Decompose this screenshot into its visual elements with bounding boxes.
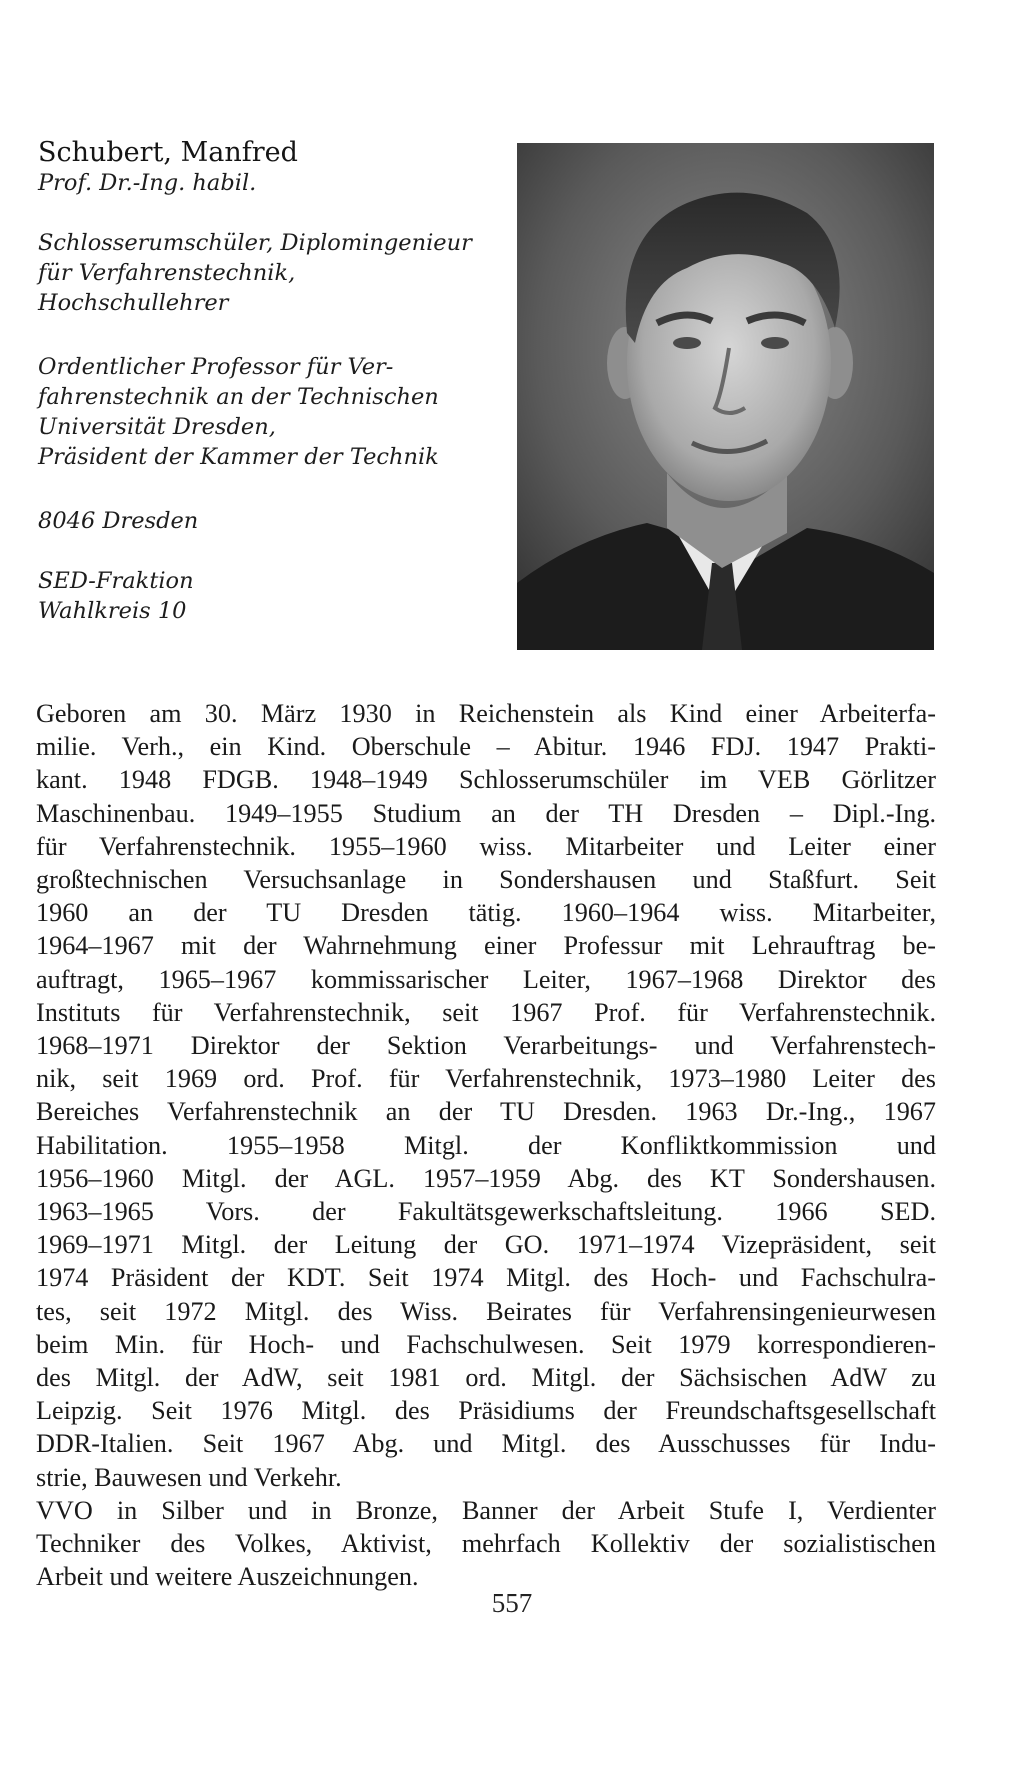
biography-line: 1963–1965 Vors. der Fakultätsgewerkschaftsleitung. 1966 SED. [36, 1197, 936, 1227]
biography-line: Geboren am 30. März 1930 in Reichenstein als Kind einer Arbeiterfa- [36, 699, 936, 728]
biography-line: 1969–1971 Mitgl. der Leitung der GO. 1971–1974 Vizepräsident, seit [36, 1230, 936, 1260]
biography-line: strie, Bauwesen und Verkehr. [36, 1462, 342, 1492]
biography-line: Maschinenbau. 1949–1955 Studium an der TH Dresden – Dipl.-Ing. [36, 798, 936, 828]
biography-line: 1974 Präsident der KDT. Seit 1974 Mitgl. des Hoch- und Fachschulra- [36, 1263, 936, 1293]
biography-line: 1968–1971 Direktor der Sektion Verarbeitungs- und Verfahrenstech- [36, 1031, 936, 1061]
biography-line: DDR-Italien. Seit 1967 Abg. und Mitgl. des Ausschusses für Indu- [36, 1429, 936, 1459]
portrait-photo [517, 143, 934, 650]
occupation-line: Schlosserumschüler, Diplomingenieur [38, 230, 472, 256]
biography-line: nik, seit 1969 ord. Prof. für Verfahrenstechnik, 1973–1980 Leiter des [36, 1064, 936, 1094]
position-line: Universität Dresden, [38, 414, 276, 440]
biography-line: 1964–1967 mit der Wahrnehmung einer Professur mit Lehrauftrag be- [36, 931, 936, 961]
biography-line: Habilitation. 1955–1958 Mitgl. der Konfliktkommission und [36, 1130, 936, 1160]
position-line: Ordentlicher Professor für Ver- [38, 354, 394, 380]
position-line: fahrenstechnik an der Technischen [38, 384, 439, 410]
biography-line: tes, seit 1972 Mitgl. des Wiss. Beirates für Verfahrensingenieurwesen [36, 1296, 936, 1326]
person-name: Schubert, Manfred [38, 137, 298, 168]
biography-line: für Verfahrenstechnik. 1955–1960 wiss. Mitarbeiter und Leiter einer [36, 831, 936, 861]
position-block [38, 352, 478, 472]
occupation-line: für Verfahrenstechnik, [38, 260, 296, 286]
faction-block [38, 566, 478, 626]
address: 8046 Dresden [38, 508, 199, 534]
page-number: 557 [491, 1588, 533, 1618]
faction: SED-Fraktion [38, 568, 194, 594]
constituency: Wahlkreis 10 [38, 598, 187, 624]
academic-title: Prof. Dr.-Ing. habil. [38, 170, 257, 196]
biography-line: des Mitgl. der AdW, seit 1981 ord. Mitgl. der Sächsischen AdW zu [36, 1363, 936, 1393]
awards-line: Techniker des Volkes, Aktivist, mehrfach Kollektiv der sozialistischen [36, 1529, 936, 1559]
biography-line: Instituts für Verfahrenstechnik, seit 1967 Prof. für Verfahrenstechnik. [36, 997, 936, 1027]
biography-line: 1956–1960 Mitgl. der AGL. 1957–1959 Abg. des KT Sondershausen. [36, 1163, 936, 1193]
awards-line: Arbeit und weitere Auszeichnungen. [36, 1562, 419, 1592]
address-block [38, 506, 478, 536]
occupation-line: Hochschullehrer [38, 290, 229, 316]
biography [36, 697, 936, 1593]
awards-line: VVO in Silber und in Bronze, Banner der Arbeit Stufe I, Verdienter [36, 1495, 936, 1525]
biography-line: milie. Verh., ein Kind. Oberschule – Abitur. 1946 FDJ. 1947 Prakti- [36, 732, 936, 762]
biography-line: auftragt, 1965–1967 kommissarischer Leiter, 1967–1968 Direktor des [36, 964, 936, 994]
biography-line: Bereiches Verfahrenstechnik an der TU Dresden. 1963 Dr.-Ing., 1967 [36, 1097, 936, 1127]
occupation-block [38, 228, 478, 318]
biography-line: 1960 an der TU Dresden tätig. 1960–1964 wiss. Mitarbeiter, [36, 898, 936, 928]
biography-line: kant. 1948 FDGB. 1948–1949 Schlosserumschüler im VEB Görlitzer [36, 765, 936, 795]
biography-line: beim Min. für Hoch- und Fachschulwesen. Seit 1979 korrespondieren- [36, 1329, 936, 1359]
portrait-image [517, 143, 934, 650]
entry-header [38, 138, 478, 648]
biography-line: großtechnischen Versuchsanlage in Sondershausen und Staßfurt. Seit [36, 865, 936, 895]
biography-line: Leipzig. Seit 1976 Mitgl. des Präsidiums der Freundschaftsgesellschaft [36, 1396, 936, 1426]
position-line: Präsident der Kammer der Technik [38, 444, 439, 470]
